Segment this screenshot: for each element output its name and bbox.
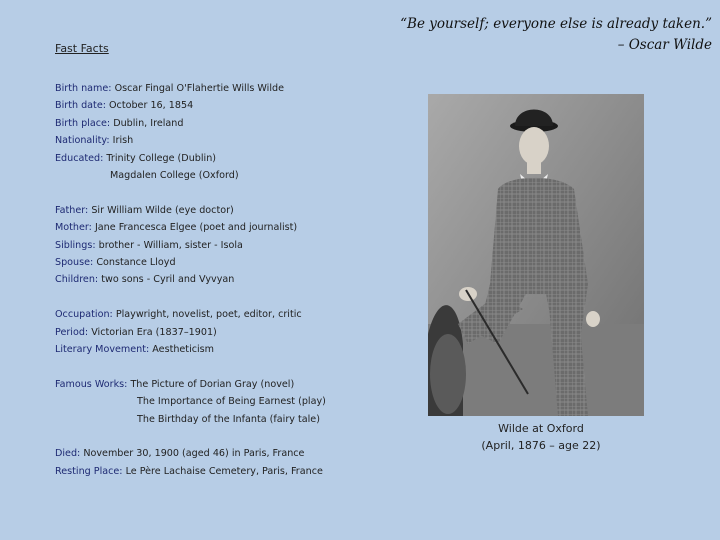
fact-birth-name	[55, 80, 415, 97]
fact-value: Victorian Era (1837–1901)	[88, 326, 217, 338]
fact-label: Children:	[55, 274, 99, 286]
fact-siblings	[55, 237, 415, 254]
facts-group-career	[55, 306, 415, 358]
fact-resting-place	[55, 463, 415, 480]
fact-occupation	[55, 306, 415, 323]
portrait-photo	[428, 94, 644, 416]
fact-educated-cont: Magdalen College (Oxford)	[110, 170, 239, 182]
quote-text: “Be yourself; everyone else is already taken.”	[400, 16, 712, 32]
facts-group-birth	[55, 80, 415, 184]
fact-label: Educated:	[55, 152, 104, 164]
caption-line2: (April, 1876 – age 22)	[481, 439, 601, 452]
fact-label: Resting Place:	[55, 465, 123, 477]
facts-group-family	[55, 202, 415, 289]
fact-spouse	[55, 254, 415, 271]
fact-birth-place	[55, 115, 415, 132]
fact-label: Birth place:	[55, 117, 111, 129]
fact-died	[55, 445, 415, 462]
quote-attribution: – Oscar Wilde	[617, 37, 712, 53]
fact-nationality	[55, 132, 415, 149]
fact-mother	[55, 219, 415, 236]
fact-educated	[55, 150, 415, 167]
fact-value: Aestheticism	[149, 344, 215, 356]
fact-value: November 30, 1900 (aged 46) in Paris, France	[80, 448, 305, 460]
fast-facts-heading: Fast Facts	[55, 42, 109, 55]
fact-label: Nationality:	[55, 135, 110, 147]
fact-label: Birth date:	[55, 100, 106, 112]
fact-label: Birth name:	[55, 83, 112, 94]
fact-value: Le Père Lachaise Cemetery, Paris, France	[122, 465, 323, 477]
fact-value: Sir William Wilde (eye doctor)	[88, 204, 234, 216]
facts-group-death	[55, 445, 415, 480]
caption-line1: Wilde at Oxford	[498, 422, 584, 435]
fact-label: Mother:	[55, 222, 92, 234]
fact-works-cont: The Birthday of the Infanta (fairy tale)	[137, 413, 320, 425]
fact-children	[55, 271, 415, 288]
fact-value: Irish	[109, 135, 134, 147]
fact-label: Father:	[55, 204, 89, 216]
portrait-illustration	[428, 94, 644, 416]
fact-works-cont: The Importance of Being Earnest (play)	[137, 396, 326, 408]
fact-label: Spouse:	[55, 257, 94, 269]
fact-value: The Picture of Dorian Gray (novel)	[127, 378, 295, 390]
fact-label: Period:	[55, 326, 89, 338]
fact-label: Died:	[55, 448, 81, 460]
fact-movement	[55, 341, 415, 358]
quote	[392, 14, 712, 56]
fact-value: Trinity College (Dublin)	[103, 152, 217, 164]
fact-value: Jane Francesca Elgee (poet and journalist)	[91, 222, 298, 234]
fact-period	[55, 324, 415, 341]
fact-value: brother - William, sister - Isola	[95, 239, 243, 251]
fact-label: Literary Movement:	[55, 344, 150, 356]
fact-label: Occupation:	[55, 309, 113, 321]
fact-works	[55, 376, 415, 393]
fact-value: Constance Lloyd	[93, 257, 176, 269]
photo-caption	[455, 420, 627, 454]
fact-label: Siblings:	[55, 239, 96, 251]
fact-birth-date	[55, 97, 415, 114]
fact-value: Oscar Fingal O'Flahertie Wills Wilde	[111, 83, 285, 94]
fact-father	[55, 202, 415, 219]
facts-group-works	[55, 376, 415, 428]
fact-value: October 16, 1854	[105, 100, 194, 112]
facts-list	[55, 80, 415, 498]
fact-label: Famous Works:	[55, 378, 128, 390]
fact-value: Dublin, Ireland	[110, 117, 184, 129]
fact-value: Playwright, novelist, poet, editor, critic	[112, 309, 302, 321]
fact-value: two sons - Cyril and Vyvyan	[98, 274, 235, 286]
